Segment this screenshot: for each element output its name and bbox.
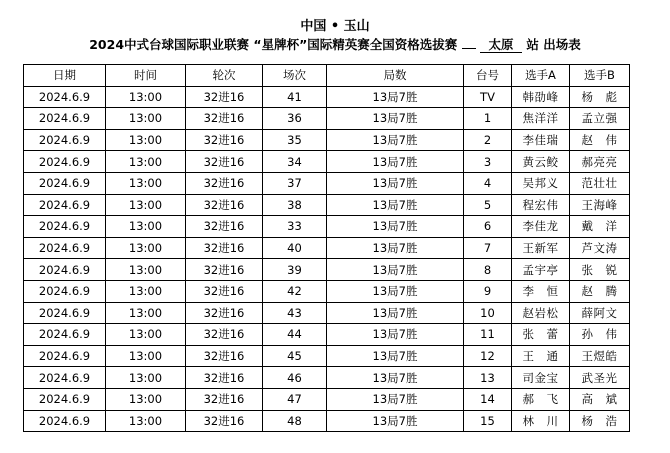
player-b-cell: 戴 洋 <box>570 216 630 238</box>
table-row <box>24 237 630 259</box>
time-cell: 13:00 <box>106 172 186 194</box>
time-cell: 13:00 <box>106 216 186 238</box>
player-b-cell: 王海峰 <box>570 194 630 216</box>
header-round: 轮次 <box>186 65 263 87</box>
table-header-row <box>24 65 630 87</box>
subtitle-event-name: 2024中式台球国际职业联赛 “星牌杯”国际精英赛全国资格选拔赛 <box>89 37 458 52</box>
date-cell: 2024.6.9 <box>24 172 106 194</box>
player-b-cell: 芦文涛 <box>570 237 630 259</box>
player-b-cell: 高 斌 <box>570 388 630 410</box>
round-cell: 32进16 <box>186 345 263 367</box>
player-a-cell: 韩劭峰 <box>512 86 570 108</box>
time-cell: 13:00 <box>106 345 186 367</box>
player-b-cell: 张 锐 <box>570 259 630 281</box>
time-cell: 13:00 <box>106 367 186 389</box>
player-a-cell: 吴邦义 <box>512 172 570 194</box>
table-no-cell: 14 <box>464 388 512 410</box>
table-row <box>24 194 630 216</box>
frames-cell: 13局7胜 <box>327 172 464 194</box>
table-row <box>24 388 630 410</box>
date-cell: 2024.6.9 <box>24 410 106 432</box>
time-cell: 13:00 <box>106 129 186 151</box>
player-b-cell: 杨 彪 <box>570 86 630 108</box>
match-no-cell: 39 <box>263 259 327 281</box>
table-row <box>24 324 630 346</box>
frames-cell: 13局7胜 <box>327 151 464 173</box>
frames-cell: 13局7胜 <box>327 410 464 432</box>
frames-cell: 13局7胜 <box>327 324 464 346</box>
player-a-cell: 李 恒 <box>512 280 570 302</box>
date-cell: 2024.6.9 <box>24 324 106 346</box>
player-b-cell: 赵 腾 <box>570 280 630 302</box>
match-no-cell: 44 <box>263 324 327 346</box>
round-cell: 32进16 <box>186 324 263 346</box>
match-no-cell: 34 <box>263 151 327 173</box>
table-no-cell: 3 <box>464 151 512 173</box>
date-cell: 2024.6.9 <box>24 388 106 410</box>
match-no-cell: 48 <box>263 410 327 432</box>
table-row <box>24 151 630 173</box>
player-a-cell: 焦洋洋 <box>512 108 570 130</box>
round-cell: 32进16 <box>186 129 263 151</box>
round-cell: 32进16 <box>186 367 263 389</box>
match-no-cell: 36 <box>263 108 327 130</box>
time-cell: 13:00 <box>106 259 186 281</box>
round-cell: 32进16 <box>186 172 263 194</box>
frames-cell: 13局7胜 <box>327 345 464 367</box>
round-cell: 32进16 <box>186 410 263 432</box>
player-a-cell: 林 川 <box>512 410 570 432</box>
frames-cell: 13局7胜 <box>327 237 464 259</box>
table-no-cell: 11 <box>464 324 512 346</box>
date-cell: 2024.6.9 <box>24 216 106 238</box>
frames-cell: 13局7胜 <box>327 194 464 216</box>
subtitle-blank-before <box>462 48 476 49</box>
date-cell: 2024.6.9 <box>24 345 106 367</box>
player-b-cell: 王煜皓 <box>570 345 630 367</box>
player-a-cell: 王 通 <box>512 345 570 367</box>
table-row <box>24 410 630 432</box>
table-row <box>24 302 630 324</box>
frames-cell: 13局7胜 <box>327 129 464 151</box>
match-no-cell: 46 <box>263 367 327 389</box>
player-b-cell: 范壮壮 <box>570 172 630 194</box>
header-frames: 局数 <box>327 65 464 87</box>
table-no-cell: 5 <box>464 194 512 216</box>
match-no-cell: 43 <box>263 302 327 324</box>
time-cell: 13:00 <box>106 151 186 173</box>
player-b-cell: 薛阿文 <box>570 302 630 324</box>
frames-cell: 13局7胜 <box>327 216 464 238</box>
document-title: 中国 • 玉山 <box>300 19 370 34</box>
round-cell: 32进16 <box>186 216 263 238</box>
table-row <box>24 367 630 389</box>
table-row <box>24 108 630 130</box>
table-no-cell: 8 <box>464 259 512 281</box>
time-cell: 13:00 <box>106 302 186 324</box>
match-no-cell: 41 <box>263 86 327 108</box>
frames-cell: 13局7胜 <box>327 388 464 410</box>
table-row <box>24 345 630 367</box>
header-table-no: 台号 <box>464 65 512 87</box>
player-a-cell: 司金宝 <box>512 367 570 389</box>
round-cell: 32进16 <box>186 259 263 281</box>
time-cell: 13:00 <box>106 86 186 108</box>
header-player-a: 选手A <box>512 65 570 87</box>
match-no-cell: 38 <box>263 194 327 216</box>
date-cell: 2024.6.9 <box>24 237 106 259</box>
match-no-cell: 42 <box>263 280 327 302</box>
player-a-cell: 郝 飞 <box>512 388 570 410</box>
table-no-cell: 9 <box>464 280 512 302</box>
date-cell: 2024.6.9 <box>24 151 106 173</box>
schedule-table <box>23 64 630 432</box>
round-cell: 32进16 <box>186 194 263 216</box>
time-cell: 13:00 <box>106 410 186 432</box>
time-cell: 13:00 <box>106 194 186 216</box>
player-b-cell: 孙 伟 <box>570 324 630 346</box>
table-no-cell: 15 <box>464 410 512 432</box>
time-cell: 13:00 <box>106 280 186 302</box>
player-a-cell: 黄云鲛 <box>512 151 570 173</box>
time-cell: 13:00 <box>106 388 186 410</box>
header-match-no: 场次 <box>263 65 327 87</box>
table-no-cell: 1 <box>464 108 512 130</box>
date-cell: 2024.6.9 <box>24 259 106 281</box>
round-cell: 32进16 <box>186 86 263 108</box>
table-no-cell: 10 <box>464 302 512 324</box>
table-no-cell: TV <box>464 86 512 108</box>
table-row <box>24 259 630 281</box>
match-no-cell: 37 <box>263 172 327 194</box>
match-no-cell: 35 <box>263 129 327 151</box>
frames-cell: 13局7胜 <box>327 367 464 389</box>
player-a-cell: 赵岩松 <box>512 302 570 324</box>
match-no-cell: 47 <box>263 388 327 410</box>
date-cell: 2024.6.9 <box>24 280 106 302</box>
frames-cell: 13局7胜 <box>327 302 464 324</box>
table-no-cell: 7 <box>464 237 512 259</box>
round-cell: 32进16 <box>186 108 263 130</box>
table-no-cell: 13 <box>464 367 512 389</box>
date-cell: 2024.6.9 <box>24 194 106 216</box>
table-row <box>24 280 630 302</box>
header-date: 日期 <box>24 65 106 87</box>
frames-cell: 13局7胜 <box>327 259 464 281</box>
header-time: 时间 <box>106 65 186 87</box>
table-no-cell: 4 <box>464 172 512 194</box>
time-cell: 13:00 <box>106 237 186 259</box>
table-row <box>24 129 630 151</box>
player-b-cell: 孟立强 <box>570 108 630 130</box>
round-cell: 32进16 <box>186 151 263 173</box>
match-no-cell: 33 <box>263 216 327 238</box>
match-no-cell: 40 <box>263 237 327 259</box>
table-row <box>24 86 630 108</box>
date-cell: 2024.6.9 <box>24 86 106 108</box>
date-cell: 2024.6.9 <box>24 129 106 151</box>
round-cell: 32进16 <box>186 237 263 259</box>
player-a-cell: 孟宇亭 <box>512 259 570 281</box>
subtitle-suffix: 站 出场表 <box>526 37 581 52</box>
document-subtitle <box>0 37 670 53</box>
table-no-cell: 12 <box>464 345 512 367</box>
subtitle-city: 太原 <box>480 38 522 53</box>
date-cell: 2024.6.9 <box>24 108 106 130</box>
time-cell: 13:00 <box>106 324 186 346</box>
match-no-cell: 45 <box>263 345 327 367</box>
player-a-cell: 李佳龙 <box>512 216 570 238</box>
table-no-cell: 2 <box>464 129 512 151</box>
player-a-cell: 程宏伟 <box>512 194 570 216</box>
table-no-cell: 6 <box>464 216 512 238</box>
round-cell: 32进16 <box>186 302 263 324</box>
header-player-b: 选手B <box>570 65 630 87</box>
player-b-cell: 赵 伟 <box>570 129 630 151</box>
table-row <box>24 216 630 238</box>
player-b-cell: 杨 浩 <box>570 410 630 432</box>
date-cell: 2024.6.9 <box>24 367 106 389</box>
player-b-cell: 武圣光 <box>570 367 630 389</box>
frames-cell: 13局7胜 <box>327 108 464 130</box>
date-cell: 2024.6.9 <box>24 302 106 324</box>
player-a-cell: 李佳瑞 <box>512 129 570 151</box>
player-a-cell: 王新军 <box>512 237 570 259</box>
round-cell: 32进16 <box>186 388 263 410</box>
table-row <box>24 172 630 194</box>
frames-cell: 13局7胜 <box>327 280 464 302</box>
round-cell: 32进16 <box>186 280 263 302</box>
frames-cell: 13局7胜 <box>327 86 464 108</box>
player-b-cell: 郝亮亮 <box>570 151 630 173</box>
player-a-cell: 张 蕾 <box>512 324 570 346</box>
time-cell: 13:00 <box>106 108 186 130</box>
